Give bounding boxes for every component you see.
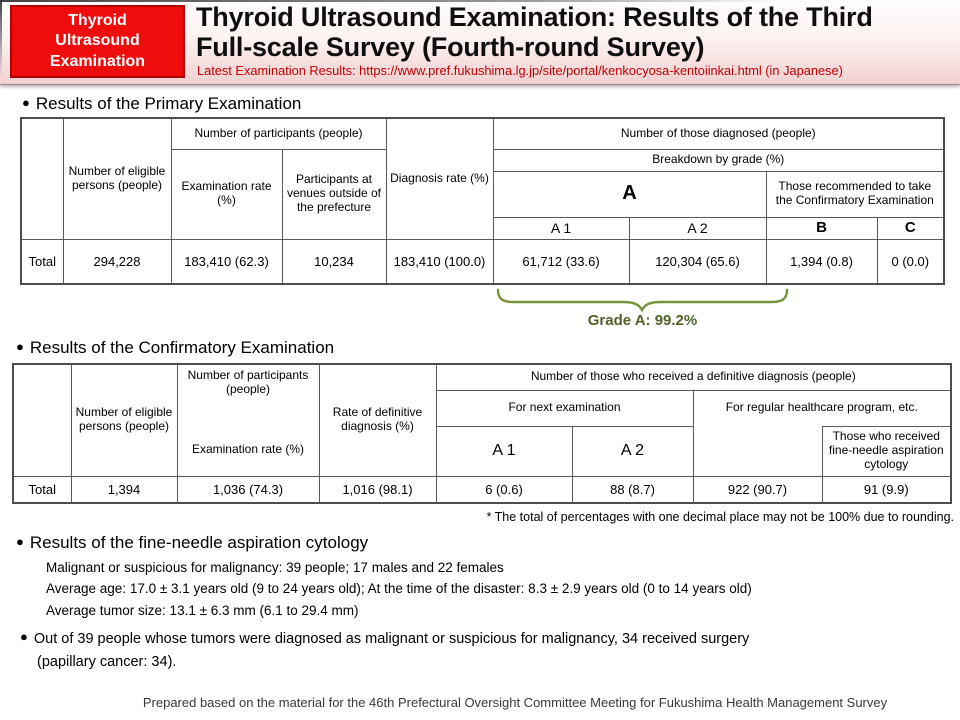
t1-value-a2: 120,304 (65.6)	[629, 239, 766, 284]
t2-value-participants: 1,036 (74.3)	[177, 476, 319, 503]
t1-value-exam-rate: 183,410 (62.3)	[171, 239, 282, 284]
page-title	[196, 2, 956, 62]
t1-value-outside-venues: 10,234	[282, 239, 386, 284]
bullet-icon: ●	[16, 534, 24, 549]
t2-header-participants: Number of participants (people)	[187, 368, 309, 396]
t1-header-exam-rate: Examination rate (%)	[171, 149, 282, 239]
page-title-line2: Full-scale Survey (Fourth-round Survey)	[196, 32, 705, 63]
section-primary-title: Results of the Primary Examination	[35, 94, 302, 113]
t2-value-eligible: 1,394	[71, 476, 177, 503]
t1-corner-cell	[21, 118, 63, 239]
t2-header-regular-merged-cell	[693, 426, 822, 476]
t2-header-definitive-group: Number of those who received a definitive diagnosis (people)	[436, 364, 951, 390]
surgery-note	[20, 627, 749, 674]
t1-header-outside-venues: Participants at venues outside of the prefecture	[282, 149, 386, 239]
t2-header-a1: A 1	[436, 426, 572, 476]
cytology-detail-line: Malignant or suspicious for malignancy: 39 people; 17 males and 22 females	[46, 560, 504, 575]
t2-row-label: Total	[13, 476, 71, 503]
page-title-line1: Thyroid Ultrasound Examination: Results of the Third	[196, 2, 873, 32]
bullet-icon: ●	[22, 95, 30, 110]
header-band	[0, 0, 960, 85]
grade-a-brace-icon	[495, 288, 790, 312]
t1-value-b: 1,394 (0.8)	[766, 239, 877, 284]
t2-total-row	[13, 476, 951, 503]
grade-a-annotation: Grade A: 99.2%	[587, 312, 698, 329]
t2-header-participants-examrate	[177, 364, 319, 476]
t1-header-c: C	[877, 217, 944, 239]
bullet-icon: ●	[16, 339, 24, 354]
t2-header-definitive-rate: Rate of definitive diagnosis (%)	[319, 364, 436, 476]
t1-value-a1: 61,712 (33.6)	[493, 239, 629, 284]
surgery-note-line1	[20, 627, 749, 651]
t2-header-exam-rate: Examination rate (%)	[191, 441, 305, 456]
t1-header-participants-group: Number of participants (people)	[171, 118, 386, 149]
section-cytology	[16, 533, 368, 553]
t2-header-fna: Those who received fine-needle aspiration cytology	[822, 426, 951, 476]
t2-corner-cell	[13, 364, 71, 476]
confirmatory-examination-table	[12, 363, 952, 504]
latest-results-url: Latest Examination Results: https://www.pref.fukushima.lg.jp/site/portal/kenkocyosa-kentoiinkai.html (in Japanese)	[197, 63, 843, 78]
t1-value-diagnosis-rate: 183,410 (100.0)	[386, 239, 493, 284]
section-confirmatory-title: Results of the Confirmatory Examination	[29, 338, 335, 357]
t1-header-a2: A 2	[629, 217, 766, 239]
t2-value-definitive-rate: 1,016 (98.1)	[319, 476, 436, 503]
t1-header-recommended: Those recommended to take the Confirmatory Examination	[766, 171, 944, 217]
t1-total-row	[21, 239, 944, 284]
section-cytology-title: Results of the fine-needle aspiration cytology	[29, 533, 369, 552]
t2-header-next-exam: For next examination	[436, 390, 693, 426]
title-badge: Thyroid Ultrasound Examination	[10, 5, 185, 78]
t1-header-eligible: Number of eligible persons (people)	[63, 118, 171, 239]
t1-value-eligible: 294,228	[63, 239, 171, 284]
cytology-detail-line: Average age: 17.0 ± 3.1 years old (9 to 24 years old); At the time of the disaster: 8.3 ± 2.9 years old (0 to 14 years old)	[46, 581, 752, 597]
primary-examination-table	[20, 117, 945, 285]
section-confirmatory-examination	[16, 338, 334, 358]
bullet-icon: ●	[20, 629, 28, 644]
t1-header-diagnosed-group: Number of those diagnosed (people)	[493, 118, 944, 149]
cytology-details	[46, 557, 752, 621]
t1-row-label: Total	[21, 239, 63, 284]
t2-value-a2: 88 (8.7)	[572, 476, 693, 503]
cytology-detail-line: Average tumor size: 13.1 ± 6.3 mm (6.1 to 29.4 mm)	[46, 602, 359, 618]
t2-value-a1: 6 (0.6)	[436, 476, 572, 503]
t1-header-a1: A 1	[493, 217, 629, 239]
t2-header-regular: For regular healthcare program, etc.	[693, 390, 951, 426]
t1-header-diagnosis-rate: Diagnosis rate (%)	[386, 118, 493, 239]
rounding-note: * The total of percentages with one decimal place may not be 100% due to rounding.	[486, 510, 954, 524]
t1-header-grade-a: A	[493, 171, 766, 217]
section-primary-examination	[22, 94, 301, 114]
t1-value-c: 0 (0.0)	[877, 239, 944, 284]
t2-header-eligible: Number of eligible persons (people)	[71, 364, 177, 476]
surgery-note-text1: Out of 39 people whose tumors were diagnosed as malignant or suspicious for malignancy, 34 received surgery	[33, 631, 750, 647]
t1-header-breakdown: Breakdown by grade (%)	[493, 149, 944, 171]
t2-header-a2: A 2	[572, 426, 693, 476]
t2-value-fna: 91 (9.9)	[822, 476, 951, 503]
t2-value-regular: 922 (90.7)	[693, 476, 822, 503]
t1-header-b: B	[766, 217, 877, 239]
surgery-note-line2: (papillary cancer: 34).	[37, 654, 177, 671]
source-attribution: Prepared based on the material for the 46th Prefectural Oversight Committee Meeting for Fukushima Health Management Survey	[142, 695, 888, 710]
